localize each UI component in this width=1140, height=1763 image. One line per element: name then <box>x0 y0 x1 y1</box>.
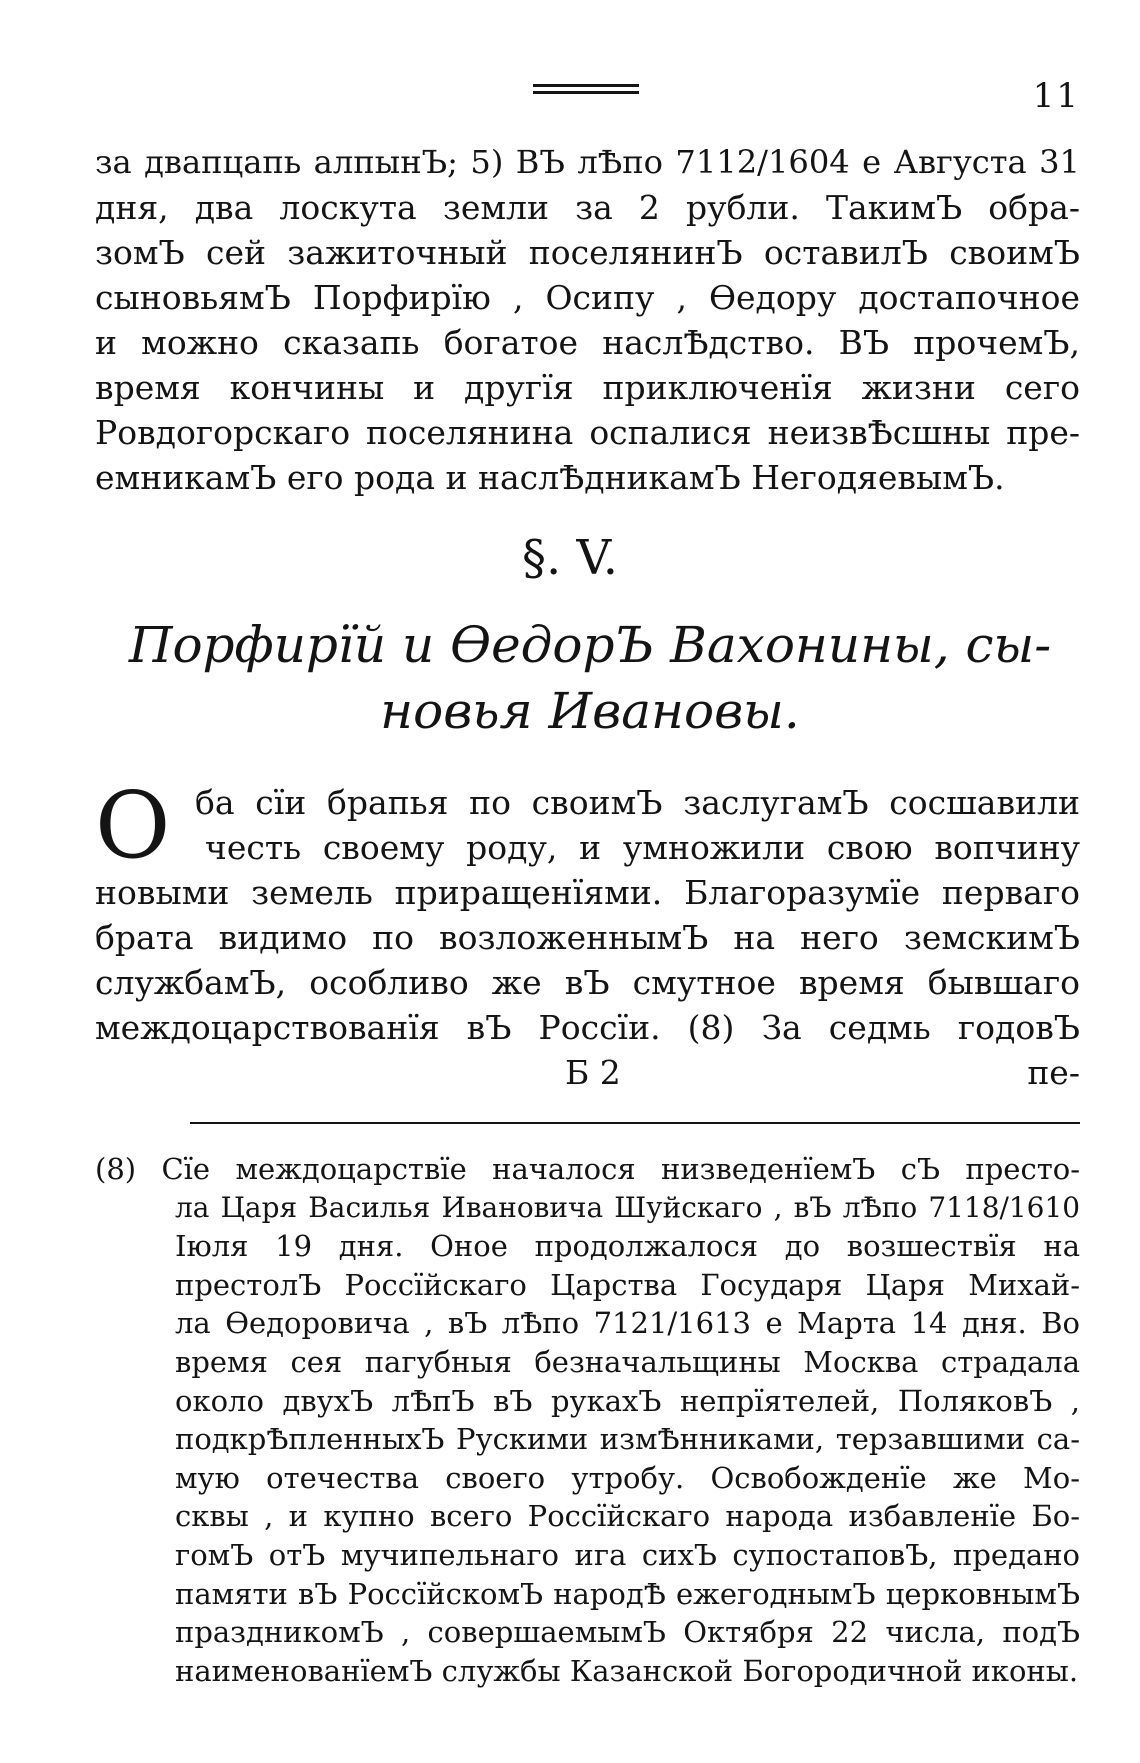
footnote-rule <box>190 1122 1080 1124</box>
footnote-line: гомЪ отЪ мучипельнаго ига сихЪ супостаповЪ, предано <box>175 1537 1080 1572</box>
text-line: междоцарствованїя вЪ Россїи. (8) За седмь годовЪ <box>95 1008 1080 1047</box>
page-number: 11 <box>1032 76 1080 116</box>
footnote-line: престолЪ Россїйскаго Царства Государя Царя Михай- <box>175 1267 1080 1302</box>
text-line: за двапцапь алпынЪ; 5) ВЪ лѢпо 7112/1604 е Августа 31 <box>95 143 1080 181</box>
header-double-rule <box>533 84 639 94</box>
text-line: сыновьямЪ Порфирїю , Осипу , Ѳедору достапочное <box>95 278 1080 317</box>
footnote-line: время сея пагубныя безначальщины Москва страдала <box>175 1344 1080 1379</box>
footnote-line: ла Царя Василья Ивановича Шуйскаго , вЪ лѢпо 7118/1610 <box>175 1190 1080 1224</box>
footnote-line: наименованїемЪ службы Казанской Богородичной иконы. <box>175 1653 1079 1688</box>
text-line: новыми земель приращенїями. Благоразумїе перваго <box>95 873 1080 912</box>
footnote-line: праздникомЪ , совершаемымЪ Октября 22 числа, подЪ <box>175 1615 1080 1650</box>
section-heading: §. V. <box>521 530 619 586</box>
chapter-title-line: новья Ивановы. <box>380 682 800 740</box>
drop-cap: О <box>95 772 171 879</box>
text-line: брата видимо по возложеннымЪ на него земскимЪ <box>95 918 1080 957</box>
footnote-line: Іюля 19 дня. Оное продолжалося до возшествїя на <box>175 1229 1080 1264</box>
footnote-line: (8) Сїе междоцарствїе началося низведенїемЪ сЪ престо- <box>95 1152 1080 1186</box>
catchline <box>0 1050 1140 1096</box>
footnote-line: мую отечества своего утробу. Освобожденїе же Мо- <box>175 1460 1080 1495</box>
paragraph-1 <box>95 140 1080 500</box>
text-line: ба сїи брапья по своимЪ заслугамЪ сосшавили <box>195 783 1080 822</box>
signature-mark: Б 2 <box>565 1053 621 1092</box>
text-line: честь своему роду, и умножили свою вопчину <box>205 828 1080 867</box>
text-line: службамЪ, особливо же вЪ смутное время бывшаго <box>95 963 1080 1002</box>
footnote-line: подкрѢпленныхЪ Рускими измѢнниками, терзавшими са- <box>175 1422 1080 1457</box>
footnote-line: памяти вЪ РоссїйскомЪ народѢ ежегоднымЪ церковнымЪ <box>175 1576 1080 1611</box>
footnote <box>95 1150 1080 1690</box>
footnote-line: сквы , и купно всего Россїйскаго народа избавленїе Бо- <box>175 1499 1080 1534</box>
chapter-title <box>110 612 1070 744</box>
footnote-line: около двухЪ лѢпЪ вЪ рукахЪ непрїятелей, ПоляковЪ , <box>175 1383 1080 1418</box>
text-line: время кончины и другїя приключенїя жизни сего <box>95 368 1080 407</box>
paragraph-2 <box>95 772 1080 1050</box>
text-line: Ровдогорскаго поселянина оспалися неизвѢсшны пре- <box>95 413 1080 452</box>
text-line: зомЪ сей зажиточный поселянинЪ оставилЪ своимЪ <box>95 233 1080 272</box>
text-line: и можно сказапь богатое наслѢдство. ВЪ прочемЪ, <box>95 323 1080 362</box>
text-line: дня, два лоскута земли за 2 рубли. ТакимЪ обра- <box>95 188 1080 227</box>
text-line: емникамЪ его рода и наслѢдникамЪ НегодяевымЪ. <box>95 458 1005 497</box>
chapter-title-line: Порфирїй и ѲедорЪ Вахонины, сы- <box>128 616 1052 674</box>
footnote-line: ла Ѳедоровича , вЪ лѢпо 7121/1613 е Марта 14 дня. Во <box>175 1306 1080 1341</box>
catchword: пе- <box>1027 1053 1080 1092</box>
